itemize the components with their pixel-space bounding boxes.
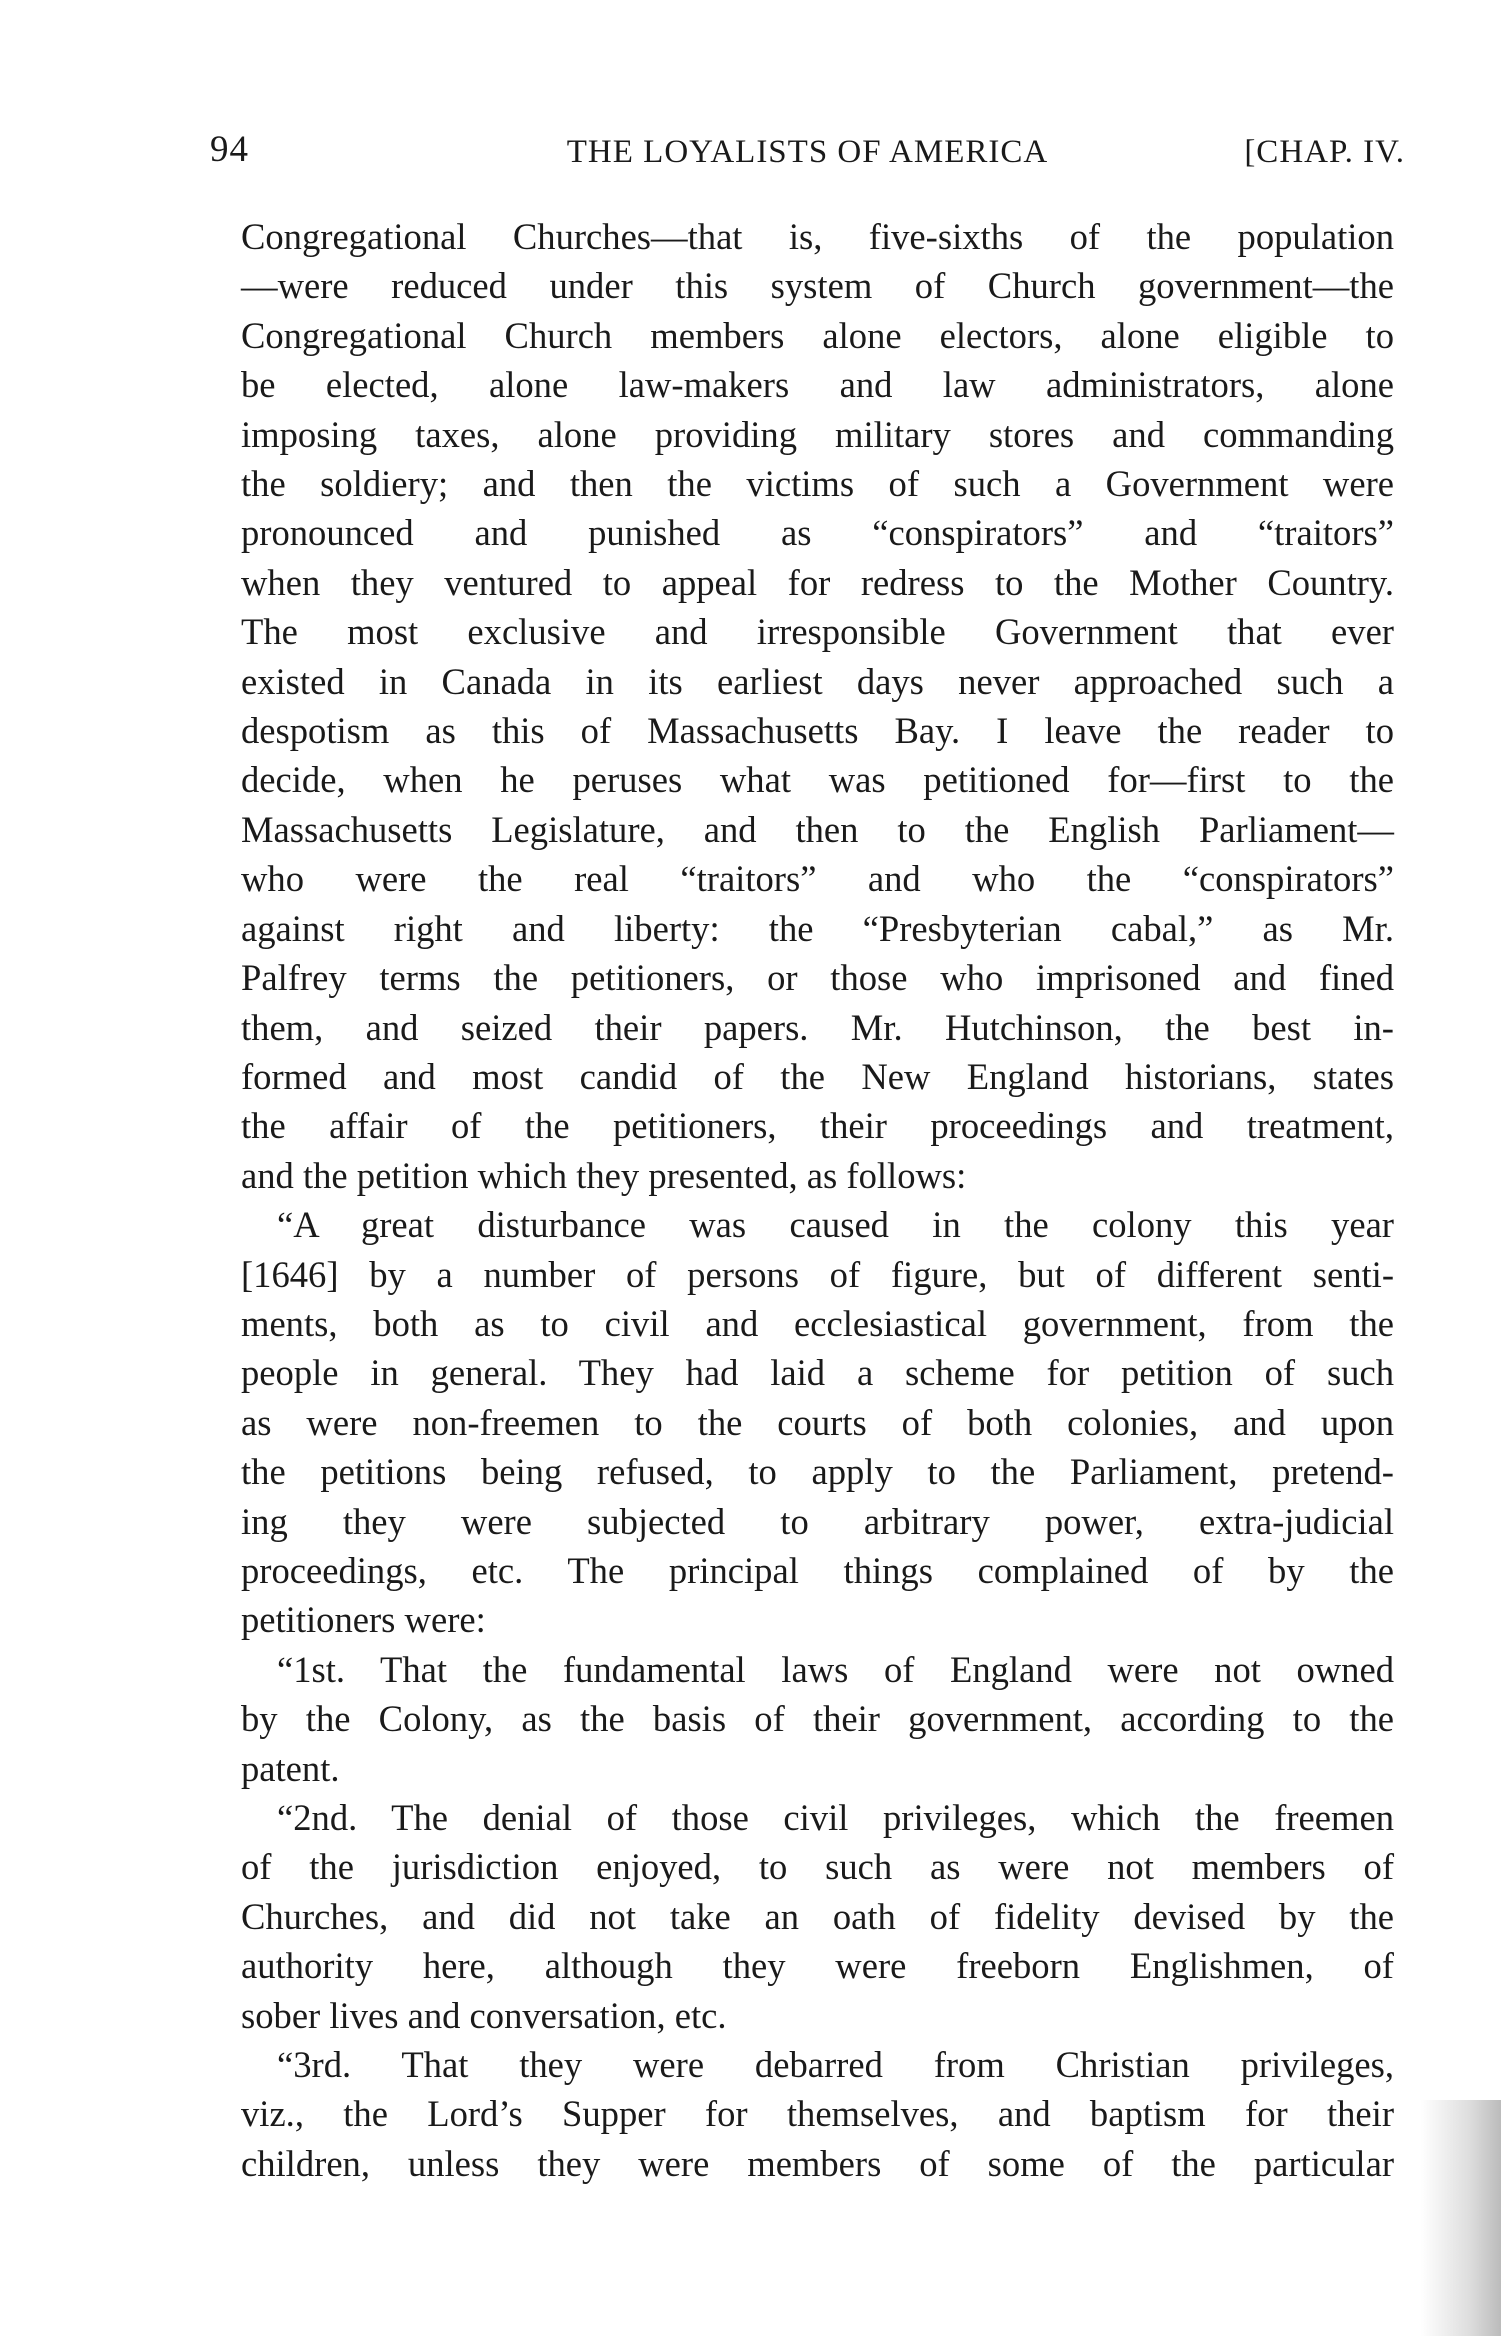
text-line: imposing taxes, alone providing military stores and commanding bbox=[241, 413, 1394, 455]
text-line: —were reduced under this system of Church government—the bbox=[241, 265, 1394, 307]
text-line: formed and most candid of the New England historians, states bbox=[241, 1055, 1394, 1097]
text-line: ing they were subjected to arbitrary power, extra-judicial bbox=[241, 1500, 1394, 1542]
paragraph bbox=[241, 1200, 1394, 1645]
text-line: despotism as this of Massachusetts Bay. I leave the reader to bbox=[241, 710, 1394, 752]
text-line: “2nd. The denial of those civil privileges, which the freemen bbox=[277, 1797, 1394, 1838]
text-line: by the Colony, as the basis of their government, according to the bbox=[241, 1698, 1394, 1740]
text-line: authority here, although they were freeborn Englishmen, of bbox=[241, 1945, 1394, 1987]
text-line: “1st. That the fundamental laws of England were not owned bbox=[277, 1648, 1394, 1690]
page-edge-shadow bbox=[1421, 2100, 1501, 2336]
text-line: Congregational Churches—that is, five-sixths of the population bbox=[241, 216, 1394, 257]
text-line: The most exclusive and irresponsible Government that ever bbox=[241, 611, 1394, 653]
text-line: Churches, and did not take an oath of fidelity devised by the bbox=[241, 1895, 1394, 1937]
text-line: the affair of the petitioners, their proceedings and treatment, bbox=[241, 1105, 1394, 1147]
text-line: pronounced and punished as “conspirators” and “traitors” bbox=[241, 512, 1394, 554]
text-line: existed in Canada in its earliest days never approached such a bbox=[241, 660, 1394, 702]
text-line: patent. bbox=[241, 1747, 340, 1789]
running-header bbox=[210, 128, 1405, 178]
text-line: “3rd. That they were debarred from Christian privileges, bbox=[277, 2044, 1394, 2086]
text-line: ments, both as to civil and ecclesiastical government, from the bbox=[241, 1302, 1394, 1344]
text-line: against right and liberty: the “Presbyterian cabal,” as Mr. bbox=[241, 907, 1394, 949]
text-line: people in general. They had laid a scheme for petition of such bbox=[241, 1352, 1394, 1394]
paragraph bbox=[241, 1793, 1394, 2040]
paragraph bbox=[241, 1645, 1394, 1793]
text-line: Palfrey terms the petitioners, or those who imprisoned and fined bbox=[241, 957, 1394, 999]
text-line: as were non-freemen to the courts of both colonies, and upon bbox=[241, 1401, 1394, 1443]
text-line: the petitions being refused, to apply to the Parliament, pretend- bbox=[241, 1451, 1394, 1493]
text-line: be elected, alone law-makers and law administrators, alone bbox=[241, 364, 1394, 406]
running-title: THE LOYALISTS OF AMERICA bbox=[566, 134, 1049, 170]
text-line: them, and seized their papers. Mr. Hutchinson, the best in- bbox=[241, 1006, 1394, 1048]
text-line: viz., the Lord’s Supper for themselves, and baptism for their bbox=[241, 2093, 1394, 2135]
text-line: of the jurisdiction enjoyed, to such as were not members of bbox=[241, 1846, 1394, 1888]
paragraph bbox=[241, 212, 1394, 1200]
text-line: decide, when he peruses what was petitioned for—first to the bbox=[241, 759, 1394, 801]
text-line: “A great disturbance was caused in the colony this year bbox=[277, 1204, 1394, 1246]
text-line: who were the real “traitors” and who the “conspirators” bbox=[241, 858, 1394, 900]
text-line: children, unless they were members of some of the particular bbox=[241, 2142, 1394, 2184]
page-number: 94 bbox=[210, 129, 249, 170]
text-line: and the petition which they presented, as follows: bbox=[241, 1154, 967, 1196]
text-line: Massachusetts Legislature, and then to the English Parliament— bbox=[241, 808, 1394, 850]
body-text bbox=[241, 212, 1394, 2188]
text-line: proceedings, etc. The principal things complained of by the bbox=[241, 1549, 1394, 1591]
text-line: sober lives and conversation, etc. bbox=[241, 1994, 727, 2036]
text-line: [1646] by a number of persons of figure, but of different senti- bbox=[241, 1253, 1394, 1295]
text-line: petitioners were: bbox=[241, 1599, 486, 1641]
text-line: the soldiery; and then the victims of such a Government were bbox=[241, 463, 1394, 505]
text-line: when they ventured to appeal for redress to the Mother Country. bbox=[241, 561, 1394, 603]
text-line: Congregational Church members alone electors, alone eligible to bbox=[241, 314, 1394, 356]
paragraph bbox=[241, 2040, 1394, 2188]
chapter-label: [CHAP. IV. bbox=[1244, 134, 1405, 170]
